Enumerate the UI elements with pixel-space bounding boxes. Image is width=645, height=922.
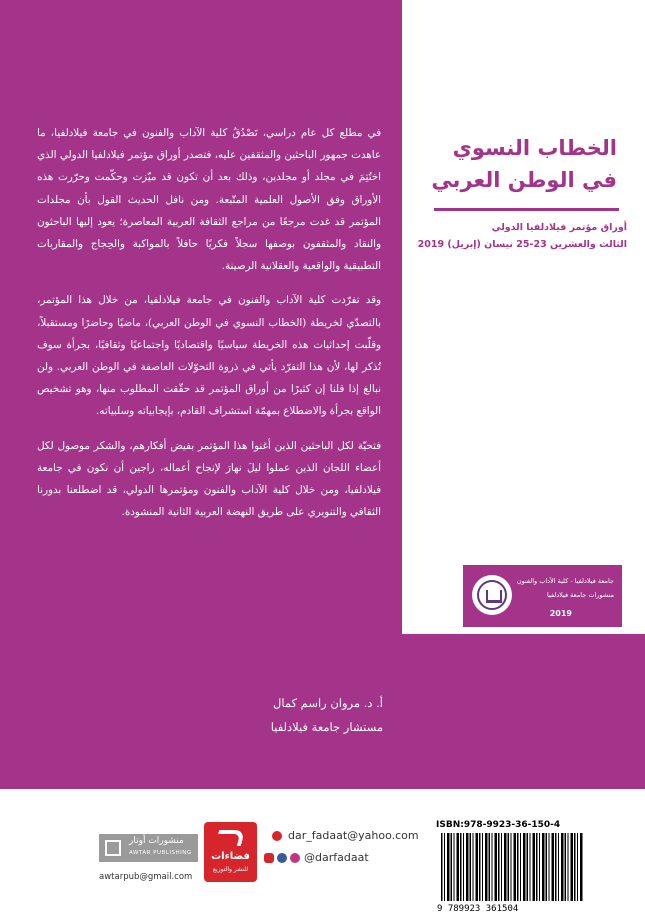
blurb-paragraph-2: وقد تفرّدت كلية الآداب والفنون في جامعة فيلادلفيا، من خلال هذا المؤتمر، بالتصدّي لخريطة (الخطاب النسوي في الوطن العربي)، ماضيًا وحاضرًا ومستقبلاً، وقلّبت إحداثيات هذه الخريطة سياسيًا واقتصاديًا واجتماعيًا وثقافيًا، بجرأة سوف تُذكر لها، لأن هذا التفرّد يأتي في ذروة التحوّلات العاصفة في الوطن العربي. ولن نبالغ إذا قلنا إن كثيرًا من أوراق المؤتمر قد حقّقت المطلوب منها، وهو تشخيص الواقع بجرأة والاضطلاع بمهمّة استشراف القادم، بإيجابياته وسلبياته. <box>37 294 381 418</box>
university-logo-line2: منشورات جامعة فيلادلفيا <box>547 591 614 599</box>
barcode-digits: 9 789923 361504 <box>437 904 519 914</box>
university-logo-year: 2019 <box>549 609 572 618</box>
awtar-email: awtarpub@gmail.com <box>99 872 193 882</box>
blurb-paragraph-1: في مطلع كل عام دراسي، تَصْدُقُ كلية الآداب والفنون في جامعة فيلادلفيا، ما عاهدت جمهور الباحثين والمثقفين عليه، فتصدر أوراق مؤتمر فيلادلفيا الدولي الذي اختُتِمَ في مجلد أو مجلدين، وذلك بعد أن تكون قد ميّزت وحكّمت وحرّرت هذه الأوراق وفق الأصول العلمية المتّبعة. ومن نافل الحديث القول بأن مجلدات المؤتمر قد غدت مرجعًا من مراجع الثقافة العربية المعاصرة؛ يعود إليها الباحثون والنقاد والمثقفون بوصفها سجلاً فكريًا حافلاً بالمواكبة والحِجاج والمقاربات التطبيقية والواقعية والعقلانية الرصينة. <box>37 127 381 273</box>
university-logo-line1: جامعة فيلادلفيا - كلية الآداب والفنون <box>516 577 614 585</box>
book-title <box>402 132 617 196</box>
book-title-line2: في الوطن العربي <box>431 168 617 192</box>
barcode <box>441 833 583 901</box>
title-divider <box>434 208 619 211</box>
blurb-text <box>37 122 381 535</box>
fadaat-name: فضاءات <box>211 851 250 862</box>
university-logo-box <box>463 565 622 627</box>
awtar-publishing-logo <box>99 834 198 862</box>
book-title-line1: الخطاب النسوي <box>452 136 617 160</box>
publisher-footer <box>0 789 645 922</box>
signature-role: مستشار جامعة فيلادلفيا <box>270 720 383 734</box>
conference-subtitle-line1: أوراق مؤتمر فيلادلفيا الدولي <box>491 222 627 233</box>
books-icon <box>105 840 121 856</box>
fadaat-mark-icon <box>215 830 245 846</box>
title-panel <box>402 0 645 634</box>
awtar-name-en: AWTAR PUBLISHING <box>129 850 192 856</box>
publisher-email: dar_fadaat@yahoo.com <box>288 829 419 842</box>
fadaat-tagline: للنشر والتوزيع <box>212 866 249 873</box>
fadaat-publisher-logo <box>204 822 257 882</box>
university-seal-icon <box>472 575 512 615</box>
social-handle: @darfadaat <box>304 851 369 864</box>
conference-subtitle-line2: الثالث والعشرين 23-25 نيسان (إبريل) 2019 <box>417 239 627 250</box>
signature-name: أ. د. مروان راسم كمال <box>273 696 383 710</box>
blurb-paragraph-3: فتحيّة لكل الباحثين الذين أغنوا هذا المؤتمر بفيض أفكارهم، والشكر موصول لكل أعضاء اللجان الذين عملوا ليلَ نهارَ لإنجاح أعماله، راجين أن نكون في جامعة فيلادلفيا، ومن خلال كلية الآداب والفنون ومؤتمرها الدولي، قد اضطلعنا بدورنا الثقافي والتنويري على طريق النهضة العربية الثانية المنشودة. <box>37 439 381 519</box>
isbn-label: ISBN:978-9923-36-150-4 <box>436 820 561 830</box>
facebook-icon <box>277 853 287 863</box>
awtar-name-ar: منشورات أوتار <box>129 836 184 846</box>
email-icon <box>272 831 282 841</box>
youtube-icon <box>264 853 274 863</box>
instagram-icon <box>290 853 300 863</box>
